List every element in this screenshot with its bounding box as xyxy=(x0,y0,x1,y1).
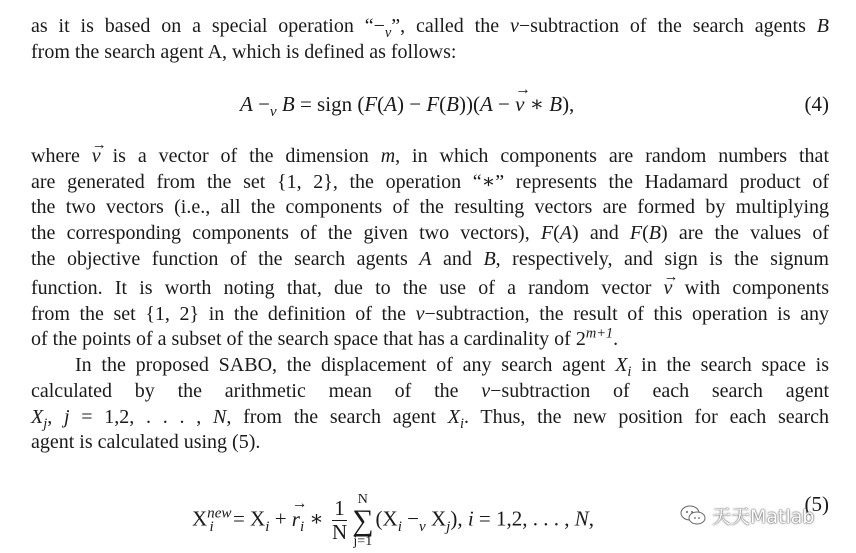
paragraph-line: from the search agent A, which is defined as follows: xyxy=(31,41,457,63)
watermark xyxy=(680,503,814,527)
paragraph-line: $X_j$, j = 1,2, . . . , N, from the search agent $X_i$. Thus, the new position for each search xyxy=(31,406,830,432)
paragraph-line: the corresponding components of the given two vectors), F(A) and F(B) are the values of xyxy=(31,222,829,244)
paragraph-line: from the set {1, 2} in the definition of the v−subtraction, the result of this operation is any xyxy=(31,303,829,325)
paragraph-line: agent is calculated using (5). xyxy=(31,431,261,453)
paragraph-line: calculated by the arithmetic mean of the v−subtraction of each search agent xyxy=(31,380,830,402)
watermark-text: 天天Matlab xyxy=(712,505,815,528)
fraction: $\frac{1}{N}$ xyxy=(331,496,348,545)
equation-body: $A -_v$ B = sign (F(A) − F(B))(A − → v ∗ B), xyxy=(240,92,574,117)
equation-4 xyxy=(0,92,856,122)
paragraph-line: of the points of a subset of the search space that has a cardinality of $2^{m+1}$. xyxy=(31,325,619,350)
paragraph-line: In the proposed SABO, the displacement of any search agent $X_i$ in the search space is xyxy=(75,354,829,380)
equation-number: (5) xyxy=(804,492,829,516)
paragraph-line: as it is based on a special operation “$-_v$”, called the v−subtraction of the search agents B xyxy=(31,15,829,41)
paragraph-line: function. It is worth noting that, due to the use of a random vector → v with components xyxy=(31,276,829,302)
equation-body: $X^{new}_i = X_i$ + → $r_i$ ∗ $\frac{1}{N}$ N ∑ j=1 ($X_i -_v$ $X_j$), i = 1,2, . . . , N, xyxy=(192,492,594,550)
paragraph-line: the two vectors (i.e., all the components of the resulting vectors are formed by multiplying xyxy=(31,196,829,218)
wechat-logo-icon xyxy=(680,504,706,526)
paragraph-line: where → v is a vector of the dimension m, in which components are random numbers that xyxy=(31,144,829,170)
paragraph-line: are generated from the set {1, 2}, the operation “∗” represents the Hadamard product of xyxy=(31,171,829,193)
paragraph-line: the objective function of the search agents A and B, respectively, and sign is the signum xyxy=(31,248,829,270)
summation: N ∑ j=1 xyxy=(352,492,374,550)
equation-number: (4) xyxy=(804,92,829,116)
